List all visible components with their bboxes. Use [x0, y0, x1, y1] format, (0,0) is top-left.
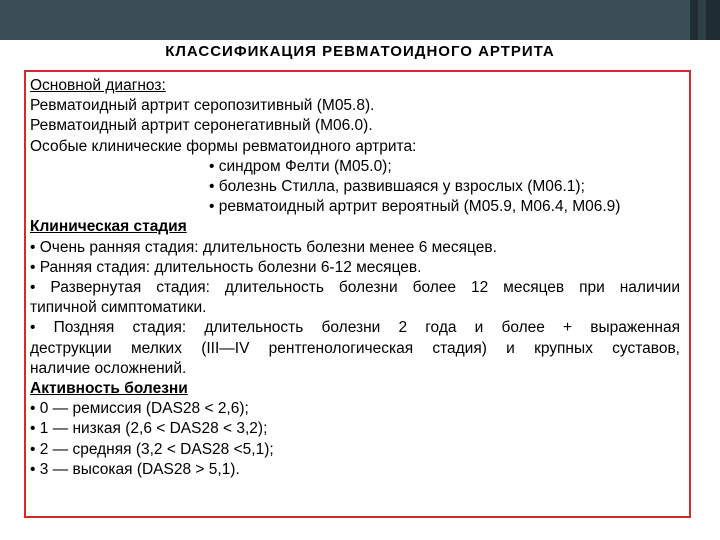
header-bar-segment [706, 0, 720, 40]
activity-item: • 2 — средняя (3,2 < DAS28 <5,1); [30, 440, 274, 458]
activity-item: • 3 — высокая (DAS28 > 5,1). [30, 460, 240, 478]
stage-item: наличие осложнений. [30, 359, 187, 377]
activity-item: • 0 — ремиссия (DAS28 < 2,6); [30, 400, 249, 418]
clinical-stage-heading: Клиническая стадия [30, 218, 187, 236]
stage-item: типичной симптоматики. [30, 299, 207, 317]
diagnosis-line: Ревматоидный артрит серонегативный (М06.0). [30, 117, 373, 135]
diagnosis-line: Ревматоидный артрит серопозитивный (М05.8). [30, 97, 375, 115]
activity-item: • 1 — низкая (2,6 < DAS28 < 3,2); [30, 420, 268, 438]
main-diagnosis-heading: Основной диагноз: [30, 77, 166, 94]
header-bar-segment [690, 0, 698, 40]
slide-title: КЛАССИФИКАЦИЯ РЕВМАТОИДНОГО АРТРИТА [0, 40, 720, 62]
header-bar-segment [0, 0, 690, 40]
clinical-form-item: • болезнь Стилла, развившаяся у взрослых (М06.1); [209, 178, 585, 196]
stage-item: • Очень ранняя стадия: длительность болезни менее 6 месяцев. [30, 238, 497, 256]
activity-heading: Активность болезни [30, 380, 188, 398]
slide-content [30, 76, 680, 480]
stage-item: • Развернутая стадия: длительность болезни более 12 месяцев при наличии [30, 279, 680, 297]
slide-header-bar [0, 0, 720, 40]
stage-item: • Поздняя стадия: длительность болезни 2 года и более + выраженная [30, 319, 680, 337]
clinical-form-item: • ревматоидный артрит вероятный (М05.9, М06.4, М06.9) [209, 198, 621, 216]
clinical-form-item: • синдром Фелти (М05.0); [209, 157, 392, 175]
stage-item: • Ранняя стадия: длительность болезни 6-12 месяцев. [30, 258, 422, 276]
diagnosis-line: Особые клинические формы ревматоидного артрита: [30, 137, 417, 155]
stage-item: деструкции мелких (III—IV рентгенологическая стадия) и крупных суставов, [30, 339, 680, 357]
